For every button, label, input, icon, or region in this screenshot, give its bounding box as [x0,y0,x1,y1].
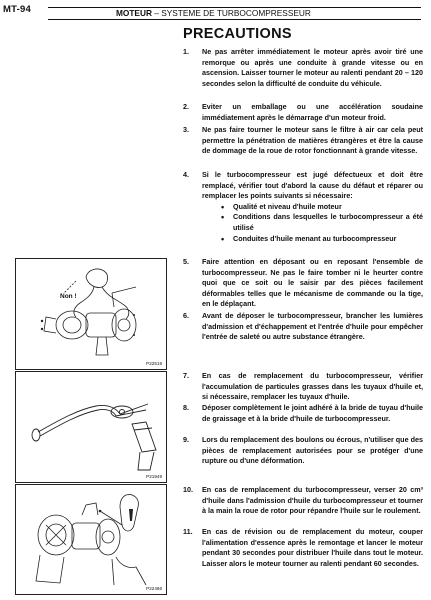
oil-pipe-illustration [16,372,166,482]
item-text: Ne pas arrêter immédiatement le moteur après avoir tiré une remorque ou après une conduite à grande vitesse ou en ascension. Laisser tourner le moteur au ralenti pendant 20 – 120 secondes selon la difficulté de conduite du véhicule. [202,47,423,88]
item-text: Déposer complètement le joint adhéré à la bride de tuyau d'huile de graissage et à la bride d'huile de turbocompresseur. [202,403,423,423]
bullet-oil-lines: • Conduites d'huile menant au turbocompresseur [221,234,423,245]
item-number: 8. [183,403,189,412]
header-separator: – [154,8,159,18]
item-text: Faire attention en déposant ou en reposant l'ensemble de turbocompresseur. Ne pas le faire tomber ni le heurter contre quoi que ce soit ou le saisir par des pièces facilement déformables telles que le mécanisme de commande ou la tige, en le déplaçant. [202,257,423,309]
figure-oil-pipe [15,371,167,483]
header-chapter: SYSTEME DE TURBOCOMPRESSEUR [161,8,311,18]
figure-oil-pouring [15,484,167,595]
bullet-usage-conditions: • Conditions dans lesquelles le turbocompresseur a été utilisé [221,212,423,233]
item-text: Si le turbocompresseur est jugé défectueux et doit être remplacé, vérifier tout d'abord la cause du défaut et réparer ou remplacer les points suivants si nécessaire: [202,170,423,201]
item-text: En cas de remplacement du turbocompresseur, verser 20 cm³ d'huile dans l'admission d'huile du turbocompresseur et tourner à la main la roue de rotor pour répandre l'huile sur le roulement. [202,485,423,516]
figure-turbo-drop-warning [15,258,167,370]
running-header [114,8,313,18]
header-section: MOTEUR [116,8,152,18]
precaution-item-9 [183,435,423,467]
item-text: En cas de remplacement du turbocompresseur, vérifier l'accumulation de particules grasses dans les tuyaux d'huile et, si nécessaire, remplacer les tuyaux d'huile. [202,371,423,402]
figure-2-code: P21949 [146,474,162,479]
item-number: 11. [183,527,193,536]
figure-1-callout: Non ! [60,293,77,300]
turbo-handling-illustration [16,259,166,369]
item-text: Eviter un emballage ou une accélération soudaine immédiatement après le démarrage d'un moteur froid. [202,102,423,122]
item-number: 4. [183,170,189,179]
page-number: MT-94 [3,4,31,15]
item-text: Avant de déposer le turbocompresseur, brancher les lumières d'admission et d'échappement et l'entrée d'huile pour empêcher l'entrée de saleté ou autre substance étrangère. [202,311,423,342]
item-text: Ne pas faire tourner le moteur sans le filtre à air car cela peut permettre la pénétration de matières étrangères et être la cause de dommage de la roue de rotor fonctionnant à grande vitesse. [202,125,423,156]
figure-1-code: P22519 [146,361,162,366]
item-text: En cas de révision ou de remplacement du moteur, couper l'alimentation d'essence après le remontage et lancer le moteur pendant 30 secondes pour distribuer l'huile dans tout le moteur. Laisser alors le moteur tourner au ralenti pendant 60 secondes. [202,527,423,568]
precaution-item-6 [183,311,423,343]
item-text: Lors du remplacement des boulons ou écrous, n'utiliser que des pièces de remplacement autorisées pour se protéger d'une rupture ou d'une déformation. [202,435,423,466]
precaution-item-11 [183,527,423,569]
precaution-item-1 [183,47,423,89]
item-number: 10. [183,485,193,494]
item-number: 6. [183,311,189,320]
precaution-item-10 [183,485,423,517]
precaution-item-8 [183,403,423,424]
item-number: 5. [183,257,189,266]
page-title: PRECAUTIONS [183,26,292,42]
item-number: 7. [183,371,189,380]
precaution-item-4 [183,170,423,244]
item-number: 1. [183,47,189,56]
item-number: 2. [183,102,189,111]
figure-3-code: P22466 [146,586,162,591]
bullet-oil-quality: • Qualité et niveau d'huile moteur [221,202,423,213]
precaution-item-3 [183,125,423,157]
item-number: 3. [183,125,189,134]
item-4-bullet-list [183,202,423,244]
item-number: 9. [183,435,189,444]
precaution-item-7 [183,371,423,403]
turbo-oil-filling-illustration [16,485,166,594]
precaution-item-2 [183,102,423,123]
precaution-item-5 [183,257,423,310]
